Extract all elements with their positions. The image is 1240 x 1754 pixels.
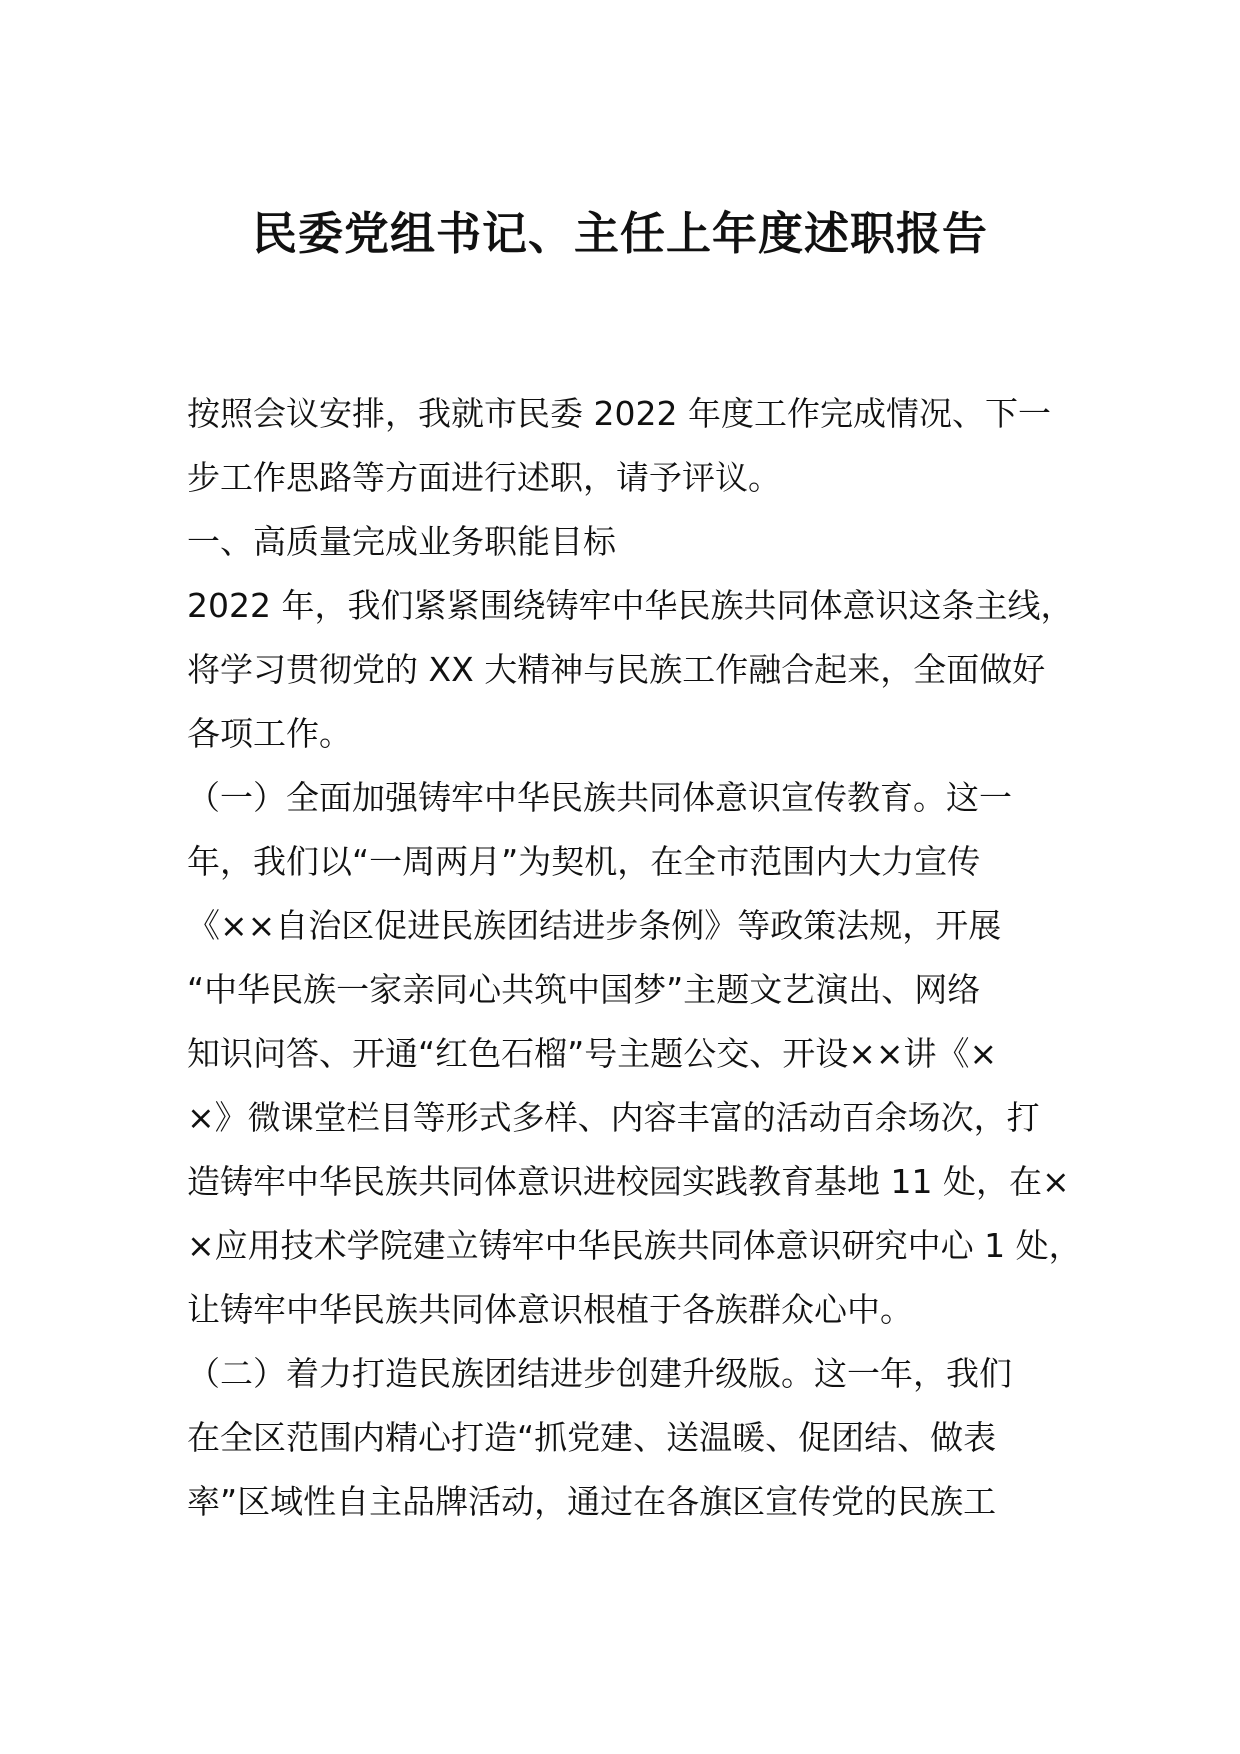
text-line-15: 让铸牢中华民族共同体意识根植于各族群众心中。 [187,1290,913,1329]
text-line-1: 按照会议安排，我就市民委 2022 年度工作完成情况、下一 [187,394,1051,433]
text-line-8: 年，我们以“一周两月”为契机，在全市范围内大力宣传 [187,842,981,881]
text-line-13: 造铸牢中华民族共同体意识进校园实践教育基地 11 处，在× [187,1162,1070,1201]
document-title: 民委党组书记、主任上年度述职报告 [251,207,988,260]
section-heading-1: 一、高质量完成业务职能目标 [187,522,616,561]
text-line-16: （二）着力打造民族团结进步创建升级版。这一年，我们 [187,1354,1012,1393]
text-line-12: ×》微课堂栏目等形式多样、内容丰富的活动百余场次，打 [187,1098,1040,1137]
text-line-4: 2022 年，我们紧紧围绕铸牢中华民族共同体意识这条主线， [187,586,1074,625]
text-line-6: 各项工作。 [187,714,352,753]
text-line-11: 知识问答、开通“红色石榴”号主题公交、开设××讲《× [187,1034,998,1073]
text-line-18: 率”区域性自主品牌活动，通过在各旗区宣传党的民族工 [187,1482,997,1521]
text-line-2: 步工作思路等方面进行述职，请予评议。 [187,458,781,497]
text-line-14: ×应用技术学院建立铸牢中华民族共同体意识研究中心 1 处， [187,1226,1082,1265]
text-line-17: 在全区范围内精心打造“抓党建、送温暖、促团结、做表 [187,1418,997,1457]
text-line-10: “中华民族一家亲同心共筑中国梦”主题文艺演出、网络 [187,970,981,1009]
document-body [187,382,1087,1534]
text-line-5: 将学习贯彻党的 XX 大精神与民族工作融合起来，全面做好 [187,650,1046,689]
text-line-9: 《××自治区促进民族团结进步条例》等政策法规，开展 [187,906,1002,945]
text-line-7: （一）全面加强铸牢中华民族共同体意识宣传教育。这一 [187,778,1012,817]
